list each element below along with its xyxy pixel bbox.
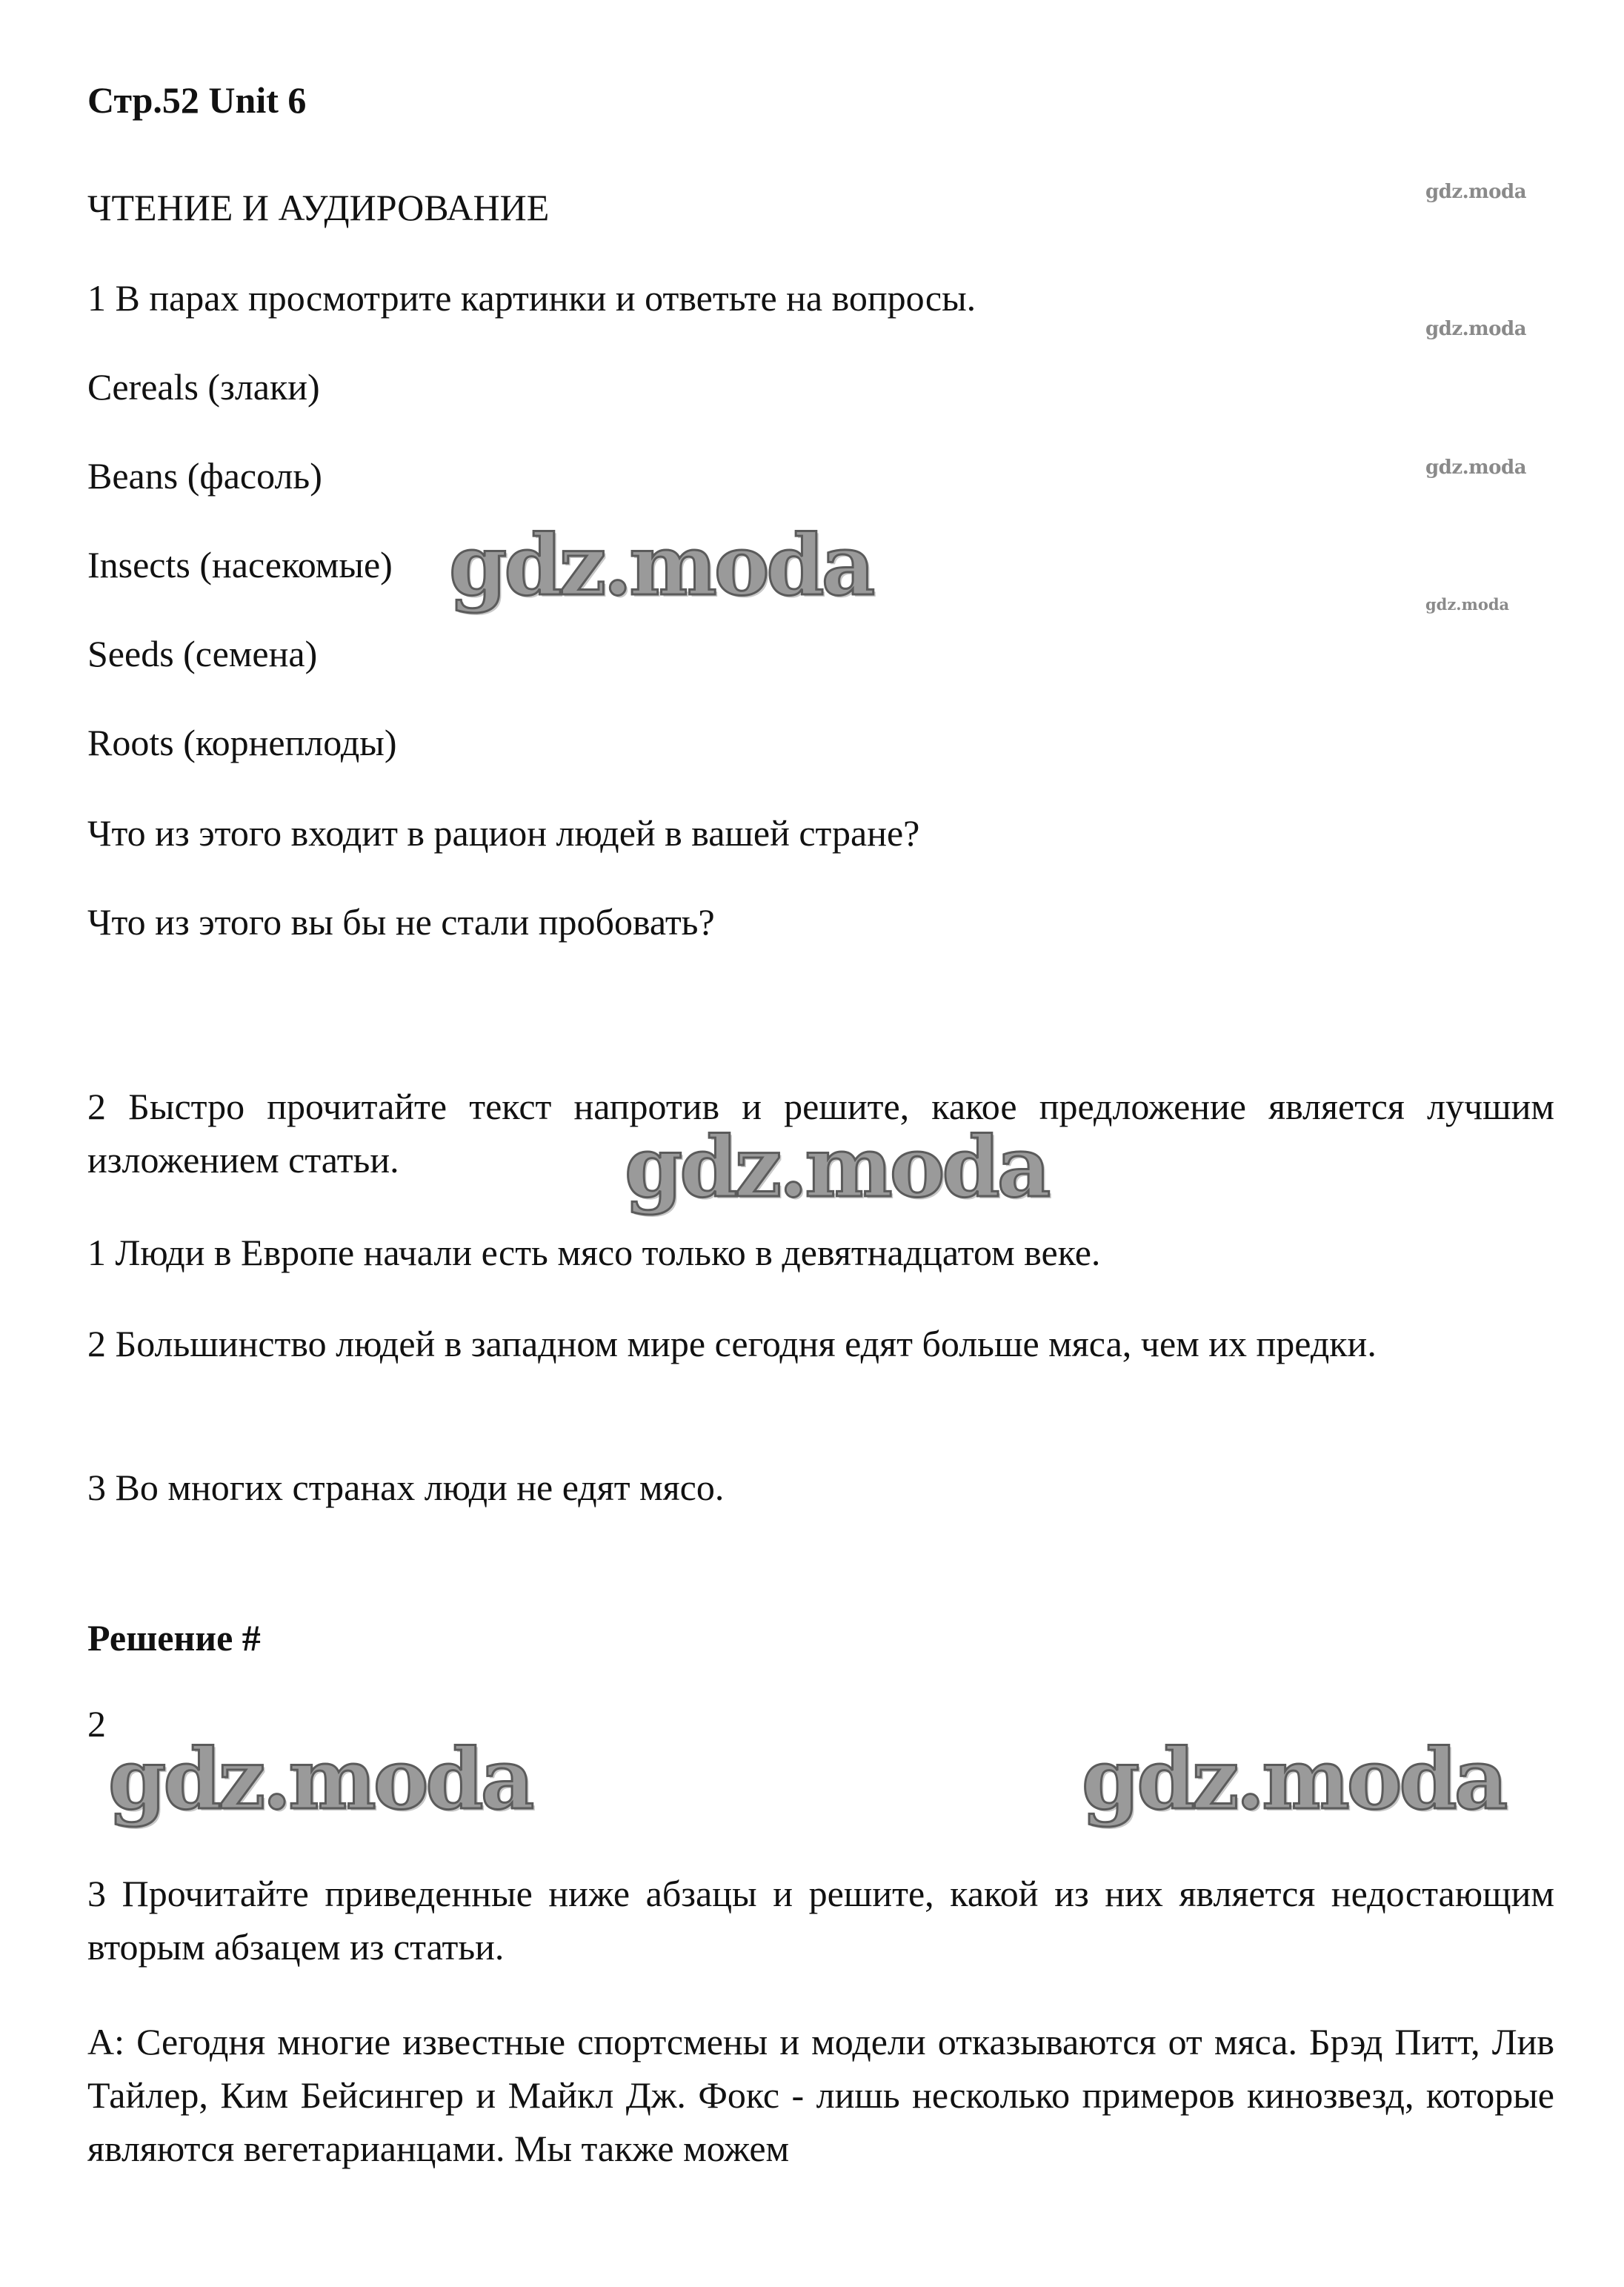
watermark: gdz.moda (1425, 595, 1510, 614)
watermark: gdz.moda (625, 1119, 1048, 1216)
watermark: gdz.moda (1082, 1731, 1505, 1828)
watermark: gdz.moda (1425, 181, 1527, 203)
task3-paragraph-a: A: Сегодня многие известные спортсмены и модели отказываются от мяса. Брэд Питт, Лив Тайлер, Ким Бейсингер и Майкл Дж. Фокс - лишь несколько примеров кинозвезд, которые являются вегетарианцами. Мы также можем (87, 2021, 1554, 2169)
watermark: gdz.moda (108, 1731, 532, 1828)
solution-answer: 2 (87, 1703, 106, 1745)
section-heading: ЧТЕНИЕ И АУДИРОВАНИЕ (87, 187, 550, 228)
list-item: Seeds (семена) (87, 633, 318, 674)
watermark: gdz.moda (1425, 318, 1527, 340)
page-title: Стр.52 Unit 6 (87, 79, 307, 121)
list-item: Cereals (злаки) (87, 366, 320, 408)
task2-option-2: 2 Большинство людей в западном мире сегодня едят больше мяса, чем их предки. (87, 1323, 1377, 1364)
list-item: Roots (корнеплоды) (87, 722, 397, 763)
task1-prompt: 1 В парах просмотрите картинки и ответьте на вопросы. (87, 277, 976, 319)
task2-option-1: 1 Люди в Европе начали есть мясо только в девятнадцатом веке. (87, 1232, 1101, 1273)
list-item: Insects (насекомые) (87, 544, 393, 585)
task2-prompt: 2 Быстро прочитайте текст напротив и решите, какое предложение является лучшим изложением статьи. (87, 1086, 1554, 1181)
watermark: gdz.moda (449, 517, 873, 614)
solution-heading: Решение # (87, 1617, 261, 1659)
list-item: Beans (фасоль) (87, 455, 322, 497)
task1-question-1: Что из этого входит в рацион людей в вашей стране? (87, 812, 920, 854)
task2-option-3: 3 Во многих странах люди не едят мясо. (87, 1467, 725, 1508)
task1-question-2: Что из этого вы бы не стали пробовать? (87, 901, 715, 943)
watermark: gdz.moda (1425, 457, 1527, 479)
task3-prompt: 3 Прочитайте приведенные ниже абзацы и решите, какой из них является недостающим вторым абзацем из статьи. (87, 1873, 1554, 1968)
